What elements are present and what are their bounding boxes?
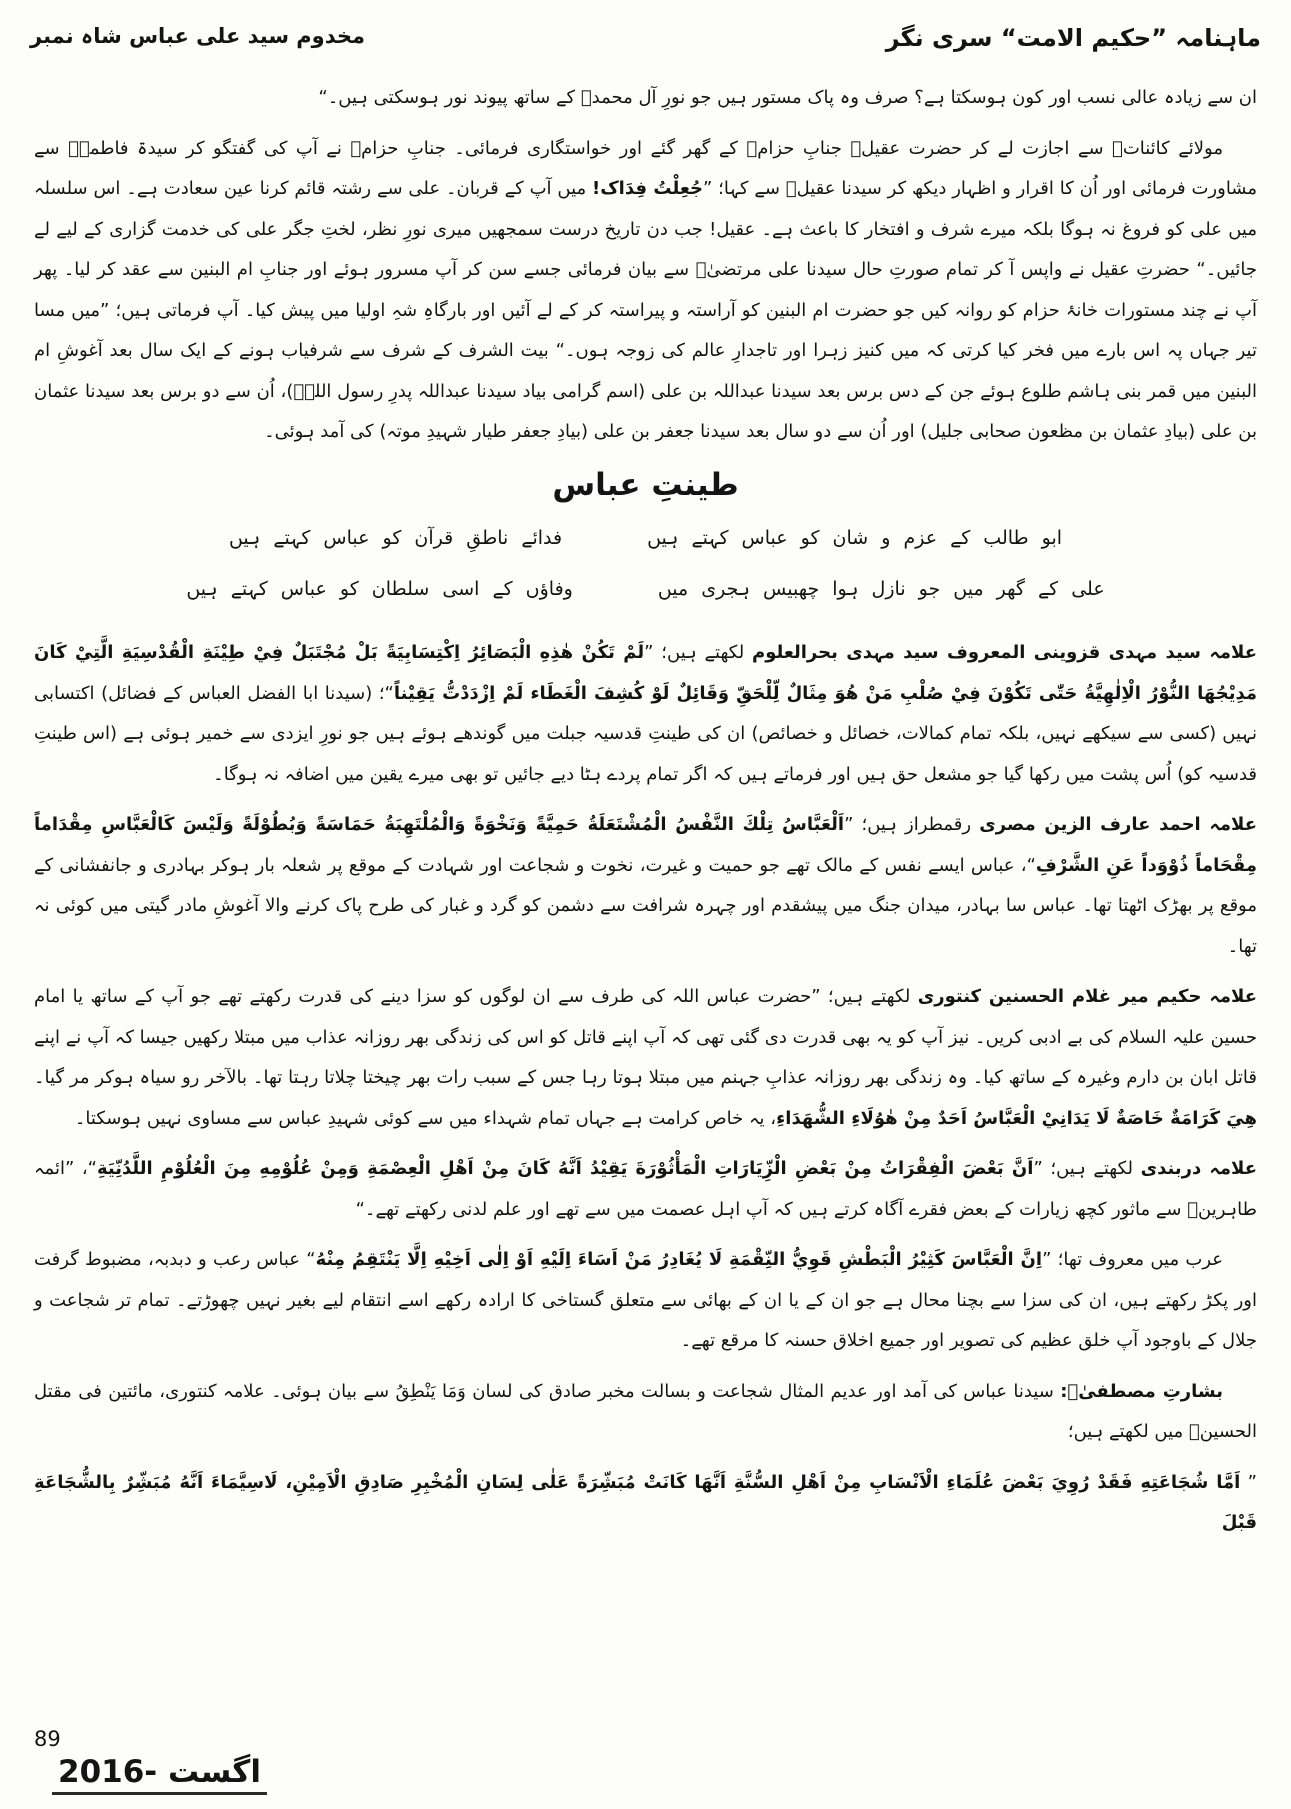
page-header — [30, 24, 1261, 52]
text-segment: “، عباس ایسے نفس کے مالک تھے جو حمیت و غیرت، نخوت و شجاعت اور شہادت کے موقع پر شعلہ بار ہوکر بہادری و جانفشانی کے موقع پر بھڑک اٹھتا تھا۔ عباس سا بہادر، میدان جنگ میں پیشقدم اور چہرہ شرافت سے دشمن کو گرد و غبار کی طرح پاک کرنے والا آغوشِ مادر گیتی میں کوئی نہ تھا۔ — [34, 854, 1257, 957]
text-segment: ، یہ خاص کرامت ہے جہاں تمام شہداء میں سے کوئی شہیدِ عباس سے مساوی نہیں ہوسکتا۔ — [74, 1107, 777, 1129]
paragraph — [34, 1463, 1257, 1544]
page-number: 89 — [34, 1727, 61, 1751]
text-segment: لکھتے ہیں؛ ” — [644, 642, 753, 664]
emphasis-segment: هِيَ كَرَامَةٌ خَاصَةٌ لَا يَدَانِيْ الْعَبَّاسُ اَحَدٌ مِنْ هٰوُلَاءِ الشُّهَدَاءِ — [776, 1107, 1257, 1129]
text-segment: “؛ (سیدنا ابا الفضل العباس کے فضائل) اکتسابی نہیں (کسی سے سیکھے نہیں، بلکہ تمام کمالات، خصائل و خصائص) ان کی طینتِ قدسیہ جبلت میں گوندھے ہوئے ہیں جو نورِ ایزدی سے خمیر ہوئی ہے (اس طینتِ قدسیہ کو) اُس پشت میں رکھا گیا جو مشعل حق ہیں اور فرماتے ہیں کہ اگر تمام پردے ہٹا دیے جائیں تو بھی میرے یقین میں اضافہ نہ ہوگا۔ — [34, 682, 1257, 785]
footer-issue-date: اگست -2016 — [52, 1754, 267, 1795]
intro-paragraphs — [30, 78, 1261, 453]
text-segment: “، ”ائمہ طاہرینؑ سے ماثور کچھ زیارات کے بعض فقرے آگاہ کرتے ہیں کہ آپ اہل عصمت میں سے تھے اور علم لدنی رکھتے تھے۔“ — [34, 1158, 1257, 1220]
emphasis-segment: اَنَّ بَعْضَ الْفِقْرَاتُ مِنْ بَعْضِ الْزِّيَارَاتِ الْمَأْثُوْرَةَ يَقِيْدُ اَنَّهُ كَانَ مِنْ اَهْلِ الْعِصْمَةِ وَمِنْ عُلُوْمِهِ مِنَ الْعُلُوْمِ اللَّدُنِّيَةِ — [97, 1158, 1034, 1180]
emphasis-segment: علامہ سید مہدی قزوینی المعروف سید مہدی بحرالعلوم — [752, 642, 1258, 664]
text-segment: مولائے کائناتؑ سے اجازت لے کر حضرت عقیلؑ جنابِ حزامؑ کے گھر گئے اور خواستگاری فرمائی۔ جنابِ حزامؑ نے آپ کی گفتگو کر سیدۃ فاطمہؑ سے مشاورت فرمائی اور اُن کا اقرار و اظہار دیکھ کر سیدنا عقیلؑ سے کہا؛ ” — [34, 137, 1258, 199]
emphasis-segment: اَمَّا شُجَاعَتِهِ فَقَدْ رُوِيَ بَعْضَ عُلَمَاءِ الْاَنْسَابِ مِنْ اَهْلِ السُّنَّةِ اَنَّهَا كَانَتْ مُبَشِّرَةً عَلٰى لِسَانِ الْمُخْبِرِ صَادِقِ الْاَمِيْنِ، لَاسِيَّمَاءَ اَنَّهُ مُبَشِّرٌ بِالشُّجَاعَةِ قَبْلَ — [34, 1471, 1257, 1534]
paragraph — [34, 805, 1257, 967]
paragraph — [34, 78, 1257, 119]
couplet — [30, 513, 1261, 564]
text-segment: ان سے زیادہ عالی نسب اور کون ہوسکتا ہے؟ صرف وہ پاک مستور ہیں جو نورِ آل محمدؐ کے ساتھ پیوند نور ہوسکتی ہیں۔“ — [318, 87, 1257, 108]
emphasis-segment: علامہ دربندی — [1140, 1158, 1257, 1180]
poetry-block — [30, 513, 1261, 616]
emphasis-segment: لَمْ تَكُنْ هٰذِهِ الْبَصَائِرُ اِكْتِسَابِيَةً بَلْ مُجْتَبَلٌ فِيْ طِيْنَةِ الْقُدْسِيَةِ الَّتِيْ كَانَ مَدِيْجُهَا النُّوْرُ الْاِلٰهِيَّةُ حَتّٰى تَكُوْنَ فِيْ صُلْبِ مَنْ هُوَ مِثَالٌ لِّلْحَقِّ وَقَائِلٌ لَوْ كُشِفَ الْغَطَاء لَمْ اِزْدَدْتُّ يَقِيْناً — [34, 642, 1258, 704]
emphasis-segment: علامہ حکیم میر غلام الحسنین کنتوری — [917, 986, 1258, 1008]
text-segment: عرب میں معروف تھا؛ ” — [1042, 1249, 1223, 1271]
emphasis-segment: اَلْعَبَّاسُ تِلْكَ النَّفْسُ الْمُشْتَعَلَةُ حَمِيَّةً وَنَخْوَةً وَالْمُلْتَهِبَةُ حَمَاسَةً وَبُطُوْلَةً وَلَيْسَ كَالْعَبَّاسِ مِقْدَاماً مِقْحَاماً ذُوْوَداً عَنِ الشَّرْفِ — [34, 814, 1257, 876]
text-segment: لکھتے ہیں؛ ” — [1033, 1158, 1141, 1180]
hemistich-right: ابو طالب کے عزم و شان کو عباس کہتے ہیں — [647, 526, 1063, 549]
paragraph — [34, 1240, 1257, 1362]
couplet — [30, 564, 1261, 615]
section-heading: طینتِ عباس — [552, 466, 739, 503]
text-segment: سیدنا عباس کی آمد اور عدیم المثال شجاعت و بسالت مخبر صادق کی لسان وَمَا يَنْطِقُ سے بیان ہوئی۔ علامہ کنتوری، مائتین فی مقتل الحسینؑ میں لکھتے ہیں؛ — [34, 1380, 1257, 1443]
emphasis-segment: علامہ احمد عارف الزین مصری — [979, 814, 1257, 836]
hemistich-left: وفاؤں کے اسی سلطان کو عباس کہتے ہیں — [186, 577, 573, 600]
hemistich-right: علی کے گھر میں جو نازل ہوا چھبیس ہجری میں — [657, 577, 1105, 600]
text-segment: لکھتے ہیں؛ ”حضرت عباس اللہ کی طرف سے ان لوگوں کو سزا دینے کی قدرت رکھتے تھے جو آپ کے ساتھ یا امام حسین علیہ السلام کی بے ادبی کریں۔ نیز آپ کو یہ بھی قدرت دی گئی تھی کہ آپ اپنے قاتل کو اس کی زندگی بھر روزانہ عذاب میں مبتلا رکھیں جیسا کہ آپ نے اپنے قاتل ابان بن دارم وغیرہ کے ساتھ کیا۔ وہ زندگی بھر روزانہ عذابِ جہنم میں مبتلا ہوتا رہا جس کے سبب رات بھر چیختا چلاتا رہتا تھا۔ بالآخر رو سیاہ ہوکر مر گیا۔ — [34, 986, 1257, 1089]
body-paragraphs — [30, 633, 1261, 1544]
paragraph — [34, 977, 1257, 1139]
text-segment: ” — [1240, 1471, 1257, 1493]
issue-title: مخدوم سید علی عباس شاہ نمبر — [30, 24, 366, 48]
text-segment: “ عباس رعب و دبدبہ، مضبوط گرفت اور پکڑ رکھتے ہیں، ان کی سزا سے بچنا محال ہے جو ان کے یا ان کے بھائی سے متعلق گستاخی کا ارادہ رکھے اسے انتقام لیے بغیر نہیں چھوڑتے۔ تمام تر شجاعت و جلال کے باوجود آپ خلق عظیم کی تصویر اور جمیع اخلاق حسنہ کا مرقع تھے۔ — [34, 1249, 1257, 1352]
paragraph — [34, 129, 1257, 453]
magazine-title: ماہنامہ ”حکیم الامت“ سری نگر — [885, 24, 1261, 52]
paragraph — [34, 1372, 1257, 1453]
text-segment: میں آپ کے قربان۔ علی سے رشتہ قائم کرنا عین سعادت ہے۔ اس سلسلہ میں علی کو فروغ نہ ہوگا بلکہ میرے شرف و افتخار کا باعث ہے۔ عقیل! جب دن تاریخ درست سمجھیں میری نورِ نظر، لختِ جگر علی کی خدمت گزاری کے لیے لے جائیں۔“ حضرتِ عقیل نے واپس آ کر تمام صورتِ حال سیدنا علی مرتضیٰؑ سے بیان فرمائی جسے سن کر آپ مسرور ہوئے اور جنابِ ام البنین سے عقد کر لیا۔ پھر آپ نے چند مستورات خانۂ حزام کو روانہ کیں جو حضرت ام البنین کو آراستہ و پیراستہ کر کے لے آئیں اور بارگاہِ شہِ اولیا میں پیش کیا۔ آپ فرماتی ہیں؛ ”میں مسا تیر جہاں پہ اس بارے میں فخر کیا کرتی کہ میں کنیز زہرا اور تاجدارِ عالم کی زوجہ ہوں۔“ بیت الشرف کے شرف سے شرفیاب ہونے کے ایک سال بعد آغوشِ ام البنین میں قمر بنی ہاشم طلوع ہوئے جن کے دس برس بعد سیدنا عبداللہ بن علی (اسم گرامی بیاد سیدنا عبداللہ پدرِ رسول اللہؐ)، اُن سے دو برس بعد سیدنا عثمان بن علی (بیادِ عثمان بن مظعون صحابی جلیل) اور اُن سے دو سال بعد سیدنا جعفر بن علی (بیادِ جعفر طیار شہیدِ موتہ) کی آمد ہوئی۔ — [34, 178, 1257, 442]
paragraph — [34, 1149, 1257, 1230]
hemistich-left: فدائے ناطقِ قرآن کو عباس کہتے ہیں — [228, 526, 563, 549]
emphasis-segment: بشارتِ مصطفیٰؐ: — [1060, 1380, 1223, 1402]
emphasis-segment: اِنَّ الْعَبَّاسَ كَثِيْرُ الْبَطْشِ قَوِيُّ النِّقْمَةِ لَا يُغَادِرُ مَنْ اَسَاءَ اِلَيْهِ اَوْ اِلٰى اَخِيْهِ اِلَّا يَنْتَقِمُ مِنْهُ — [315, 1249, 1043, 1271]
text-segment: رقمطراز ہیں؛ ” — [844, 814, 980, 836]
emphasis-segment: جُعِلْتُ فِدَاک! — [592, 178, 703, 199]
paragraph — [34, 633, 1257, 795]
